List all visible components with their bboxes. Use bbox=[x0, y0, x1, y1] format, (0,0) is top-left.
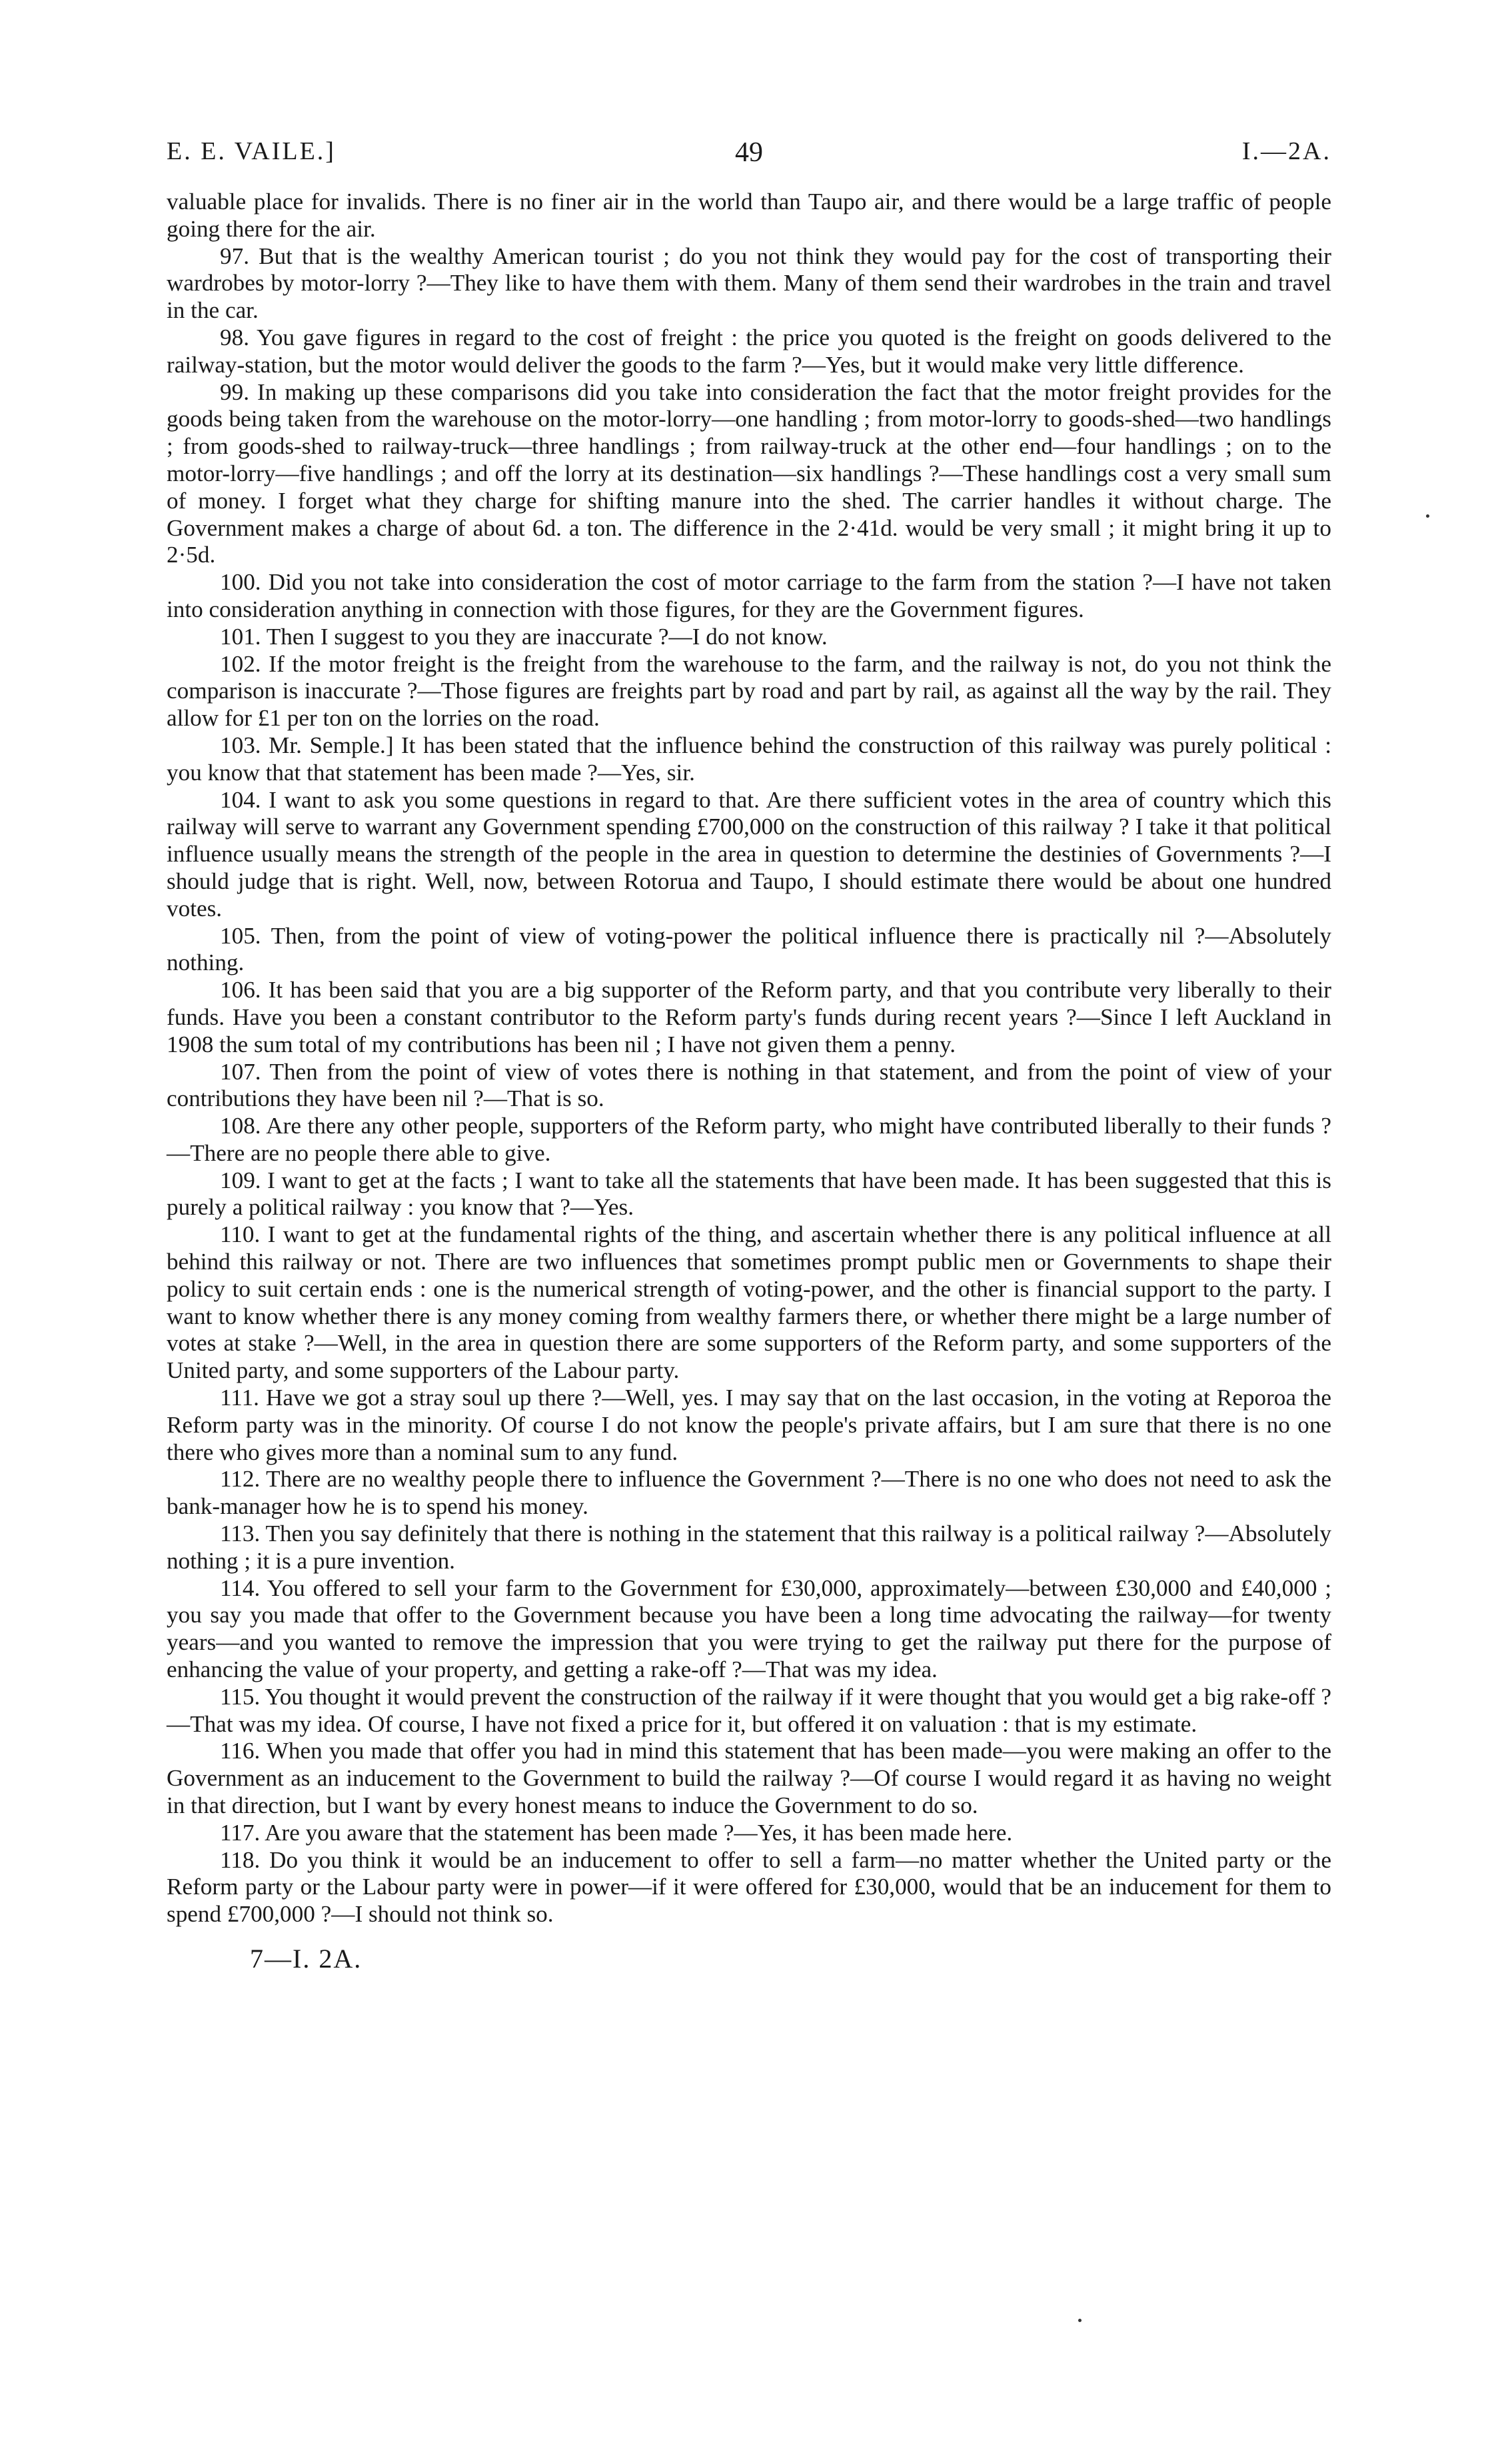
scan-speck bbox=[1078, 2319, 1082, 2322]
signature-mark: 7—I. 2A. bbox=[250, 1944, 363, 1974]
paragraph-7: 103. Mr. Semple.] It has been stated that the influence behind the construction of this railway was purely political : you know that that statement has been made ?—Yes, sir. bbox=[167, 732, 1331, 786]
paragraph-13: 109. I want to get at the facts ; I want to take all the statements that have been made. It has been suggested that this is purely a political railway : you know that ?—Yes. bbox=[167, 1167, 1331, 1221]
paragraph-21: 117. Are you aware that the statement has been made ?—Yes, it has been made here. bbox=[220, 1819, 1013, 1846]
paragraph-15: 111. Have we got a stray soul up there ?—Well, yes. I may say that on the last occasion, in the voting at Reporoa the Reform party was in the minority. Of course I do not know the people's private affairs, but I am sure that there is no one there who gives more than a nominal sum to any fund. bbox=[167, 1385, 1331, 1465]
paragraph-8: 104. I want to ask you some questions in regard to that. Are there sufficient votes in the area of country which this railway will serve to warrant any Government spending £700,000 on the construction of this railway ? I take it that political influence usually means the strength of the people in the area in question to determine the destinies of Governments ?—I should judge that is right. Well, now, between Rotorua and Taupo, I should estimate there would be about one hundred votes. bbox=[167, 786, 1331, 922]
paragraph-22: 118. Do you think it would be an inducement to offer to sell a farm—no matter whether the United party or the Reform party or the Labour party were in power—if it were offered for £30,000, would that be an inducement for them to spend £700,000 ?—I should not think so. bbox=[167, 1846, 1331, 1928]
paragraph-11: 107. Then from the point of view of votes there is nothing in that statement, and from the point of view of your contributions they have been nil ?—That is so. bbox=[167, 1058, 1331, 1112]
paragraph-18: 114. You offered to sell your farm to the Government for £30,000, approximately—between £30,000 and £40,000 ; you say you made that offer to the Government because you have been a long time advocating the railway—for twenty years—and you wanted to remove the impression that you were trying to get the railway put there for the purpose of enhancing the value of your property, and getting a rake-off ?—That was my idea. bbox=[167, 1574, 1331, 1683]
paragraph-0: valuable place for invalids. There is no finer air in the world than Taupo air, and there would be a large traffic of people going there for the air. bbox=[167, 189, 1331, 242]
witness-name: E. E. VAILE.] bbox=[167, 137, 336, 165]
paragraph-5: 101. Then I suggest to you they are inaccurate ?—I do not know. bbox=[220, 623, 828, 650]
paragraph-17: 113. Then you say definitely that there is nothing in the statement that this railway is a political railway ?—Absolutely nothing ; it is a pure invention. bbox=[167, 1521, 1331, 1574]
paragraph-14: 110. I want to get at the fundamental rights of the thing, and ascertain whether there is any political influence at all behind this railway or not. There are two influences that sometimes prompt public men or Governments to shape their policy to suit certain ends : one is the numerical strength of voting-power, and the other is financial support to the party. I want to know whether there is any money coming from wealthy farmers there, or whether there might be a large number of votes at stake ?—Well, in the area in question there are some supporters of the Reform party, and some supporters of the United party, and some supporters of the Labour party. bbox=[167, 1221, 1331, 1384]
paragraph-19: 115. You thought it would prevent the construction of the railway if it were thought that you would get a big rake-off ?—That was my idea. Of course, I have not fixed a price for it, but offered it on valuation : that is my estimate. bbox=[167, 1683, 1331, 1737]
paragraph-1: 97. But that is the wealthy American tourist ; do you not think they would pay for the cost of transporting their wardrobes by motor-lorry ?—They like to have them with them. Many of them send their wardrobes in the train and travel in the car. bbox=[167, 243, 1331, 324]
running-head bbox=[167, 137, 1331, 177]
evidence-text bbox=[167, 189, 1331, 1928]
paper-reference: I.—2A. bbox=[1241, 137, 1331, 165]
paragraph-12: 108. Are there any other people, supporters of the Reform party, who might have contributed liberally to their funds ?—There are no people there able to give. bbox=[167, 1113, 1331, 1166]
document-page bbox=[167, 137, 1331, 1974]
paragraph-16: 112. There are no wealthy people there to influence the Government ?—There is no one who does not need to ask the bank-manager how he is to spend his money. bbox=[167, 1466, 1331, 1520]
page-number: 49 bbox=[735, 137, 763, 168]
paragraph-10: 106. It has been said that you are a big supporter of the Reform party, and that you contribute very liberally to their funds. Have you been a constant contributor to the Reform party's funds during recent years ?—Since I left Auckland in 1908 the sum total of my contributions has been nil ; I have not given them a penny. bbox=[167, 977, 1331, 1057]
paragraph-6: 102. If the motor freight is the freight from the warehouse to the farm, and the railway is not, do you not think the comparison is inaccurate ?—Those figures are freights part by road and part by rail, as against all the way by the rail. They allow for £1 per ton on the lorries on the road. bbox=[167, 650, 1331, 732]
paragraph-3: 99. In making up these comparisons did you take into consideration the fact that the motor freight provides for the goods being taken from the warehouse on the motor-lorry—one handling ; from motor-lorry to goods-shed—two handlings ; from goods-shed to railway-truck—three handlings ; from railway-truck at the other end—four handlings ; on to the motor-lorry—five handlings ; and off the lorry at its destination—six handlings ?—These handlings cost a very small sum of money. I forget what they charge for shifting manure into the shed. The carrier handles it without charge. The Government makes a charge of about 6d. a ton. The difference in the 2·41d. would be very small ; it might bring it up to 2·5d. bbox=[167, 378, 1331, 568]
paragraph-20: 116. When you made that offer you had in mind this statement that has been made—you were making an offer to the Government as an inducement to the Government to build the railway ?—Of course I would regard it as having no weight in that direction, but I want by every honest means to induce the Government to do so. bbox=[167, 1738, 1331, 1819]
paragraph-9: 105. Then, from the point of view of voting-power the political influence there is practically nil ?—Absolutely nothing. bbox=[167, 922, 1331, 976]
paragraph-4: 100. Did you not take into consideration the cost of motor carriage to the farm from the station ?—I have not taken into consideration anything in connection with those figures, for they are the Government figures. bbox=[167, 569, 1331, 622]
scan-speck bbox=[1426, 514, 1429, 518]
paragraph-2: 98. You gave figures in regard to the cost of freight : the price you quoted is the freight on goods delivered to the railway-station, but the motor would deliver the goods to the farm ?—Yes, but it would make very little difference. bbox=[167, 324, 1331, 378]
